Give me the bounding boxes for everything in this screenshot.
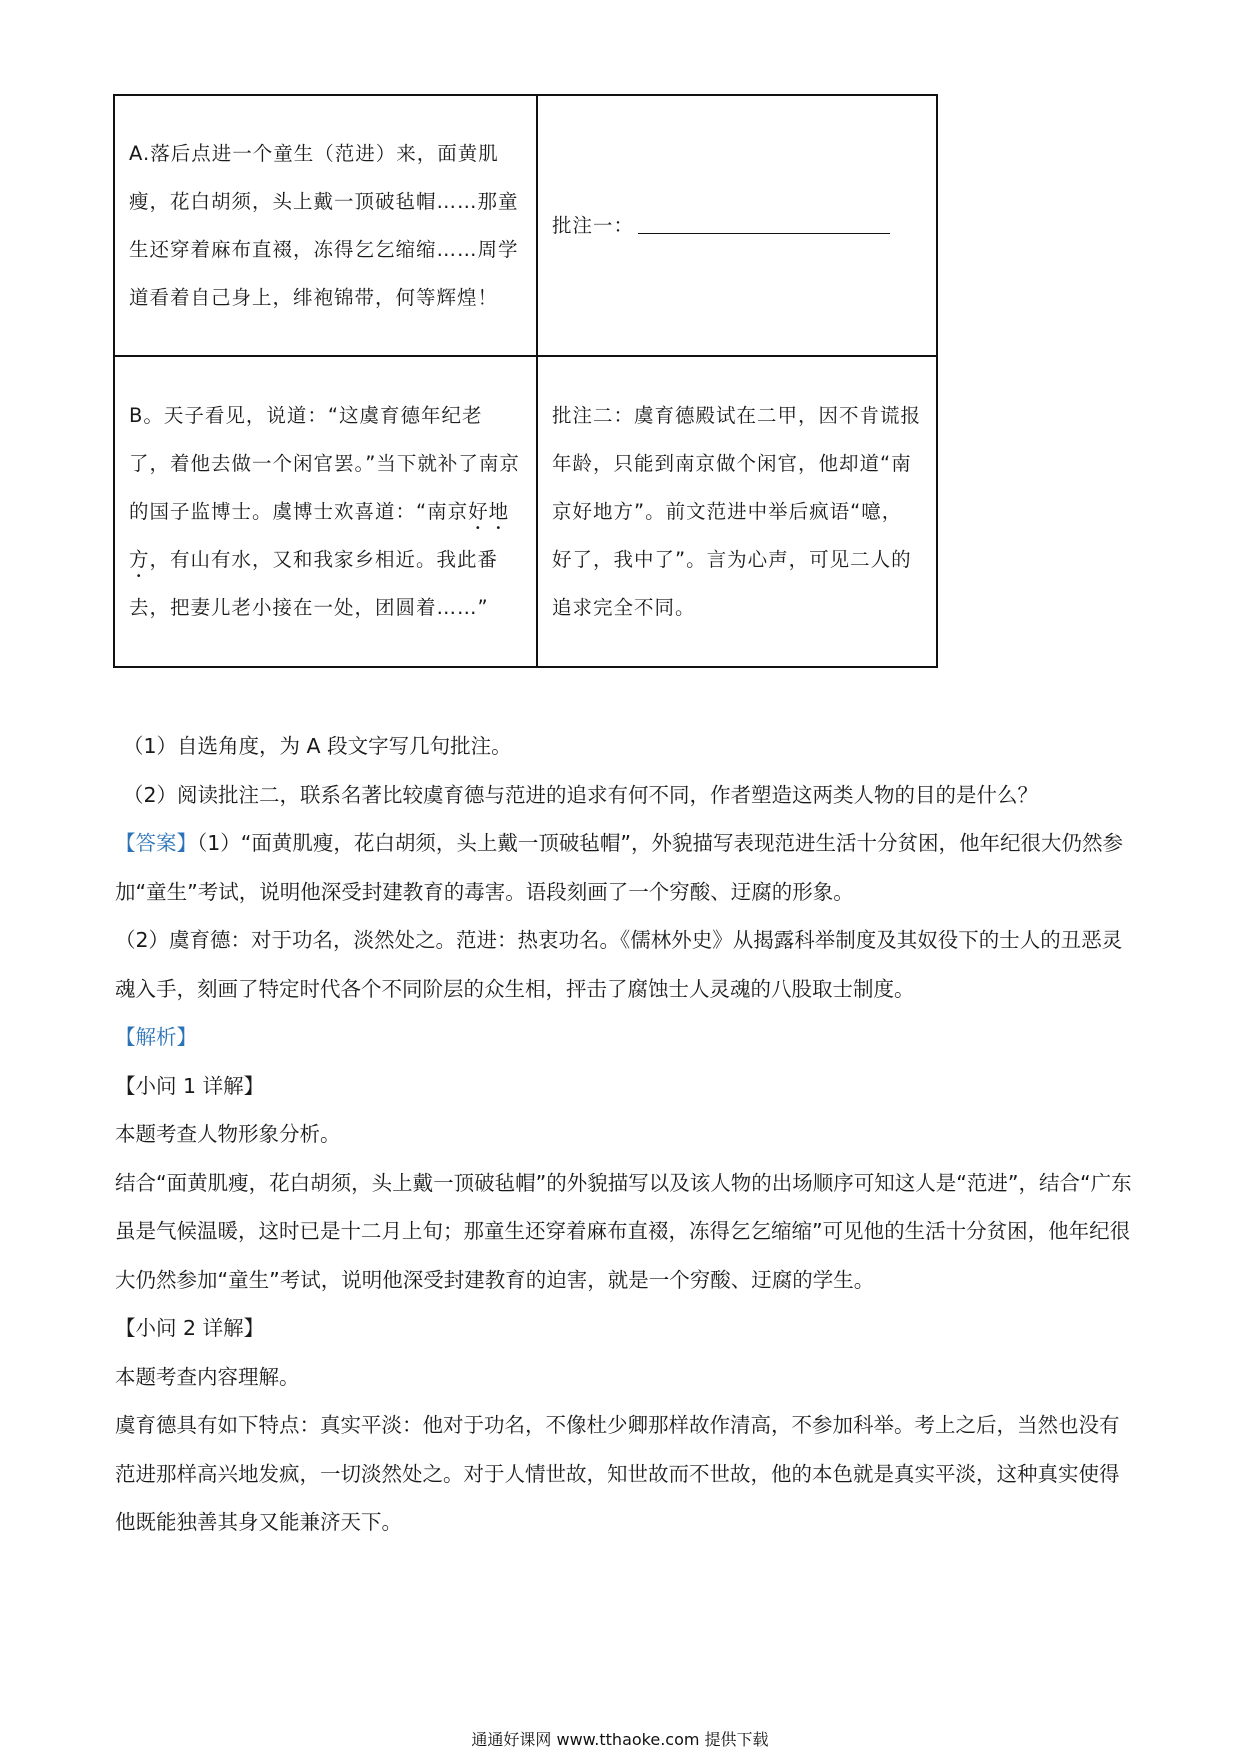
q2-body: 虞育德具有如下特点：真实平淡：他对于功名，不像杜少卿那样故作清高，不参加科举。考上之后，当然也没有范进那样高兴地发疯，一切淡然处之。对于人情世故，知世故而不世故，他的本色就是真实平淡，这种真实使得他既能独善其身又能兼济天下。: [115, 1413, 1120, 1534]
question-2: （2）阅读批注二，联系名著比较虞育德与范进的追求有何不同，作者塑造这两类人物的目的是什么？: [123, 782, 1039, 807]
page-footer: 通通好课网 www.tthaoke.com 提供下载: [471, 1730, 769, 1749]
answer-part-1: [115, 819, 1135, 916]
analysis-label: 【解析】: [115, 1025, 197, 1049]
q1-heading: 【小问 1 详解】: [115, 1073, 265, 1098]
q2-intro: 本题考查内容理解。: [115, 1364, 300, 1389]
q1-intro: 本题考查人物形象分析。: [115, 1122, 341, 1146]
answer-part-1-text: （1）“面黄肌瘦，花白胡须，头上戴一顶破毡帽”，外貌描写表现范进生活十分贫困，他年纪很大仍然参加“童生”考试，说明他深受封建教育的毒害。语段刻画了一个穷酸、迂腐的形象。: [115, 831, 1124, 904]
note-one-blank: [638, 209, 890, 234]
q2-heading: 【小问 2 详解】: [115, 1316, 265, 1340]
answer-part-2: （2）虞育德：对于功名，淡然处之。范进：热衷功名。《儒林外史》从揭露科举制度及其奴役下的士人的丑恶灵魂入手，刻画了特定时代各个不同阶层的众生相，抨击了腐蚀士人灵魂的八股取士制度。: [115, 928, 1123, 1001]
excerpt-a: A.落后点进一个童生（范进）来，面黄肌瘦，花白胡须，头上戴一顶破毡帽……那童生还穿着麻布直裰，冻得乞乞缩缩……周学道看着自己身上，绯袍锦带，何等辉煌！: [114, 95, 537, 356]
note-two: 批注二：虞育德殿试在二甲，因不肯谎报年龄，只能到南京做个闲官，他却道“南京好地方”。前文范进中举后疯语“噫，好了，我中了”。言为心声，可见二人的追求完全不同。: [537, 356, 937, 667]
annotation-table: [113, 94, 938, 668]
question-answer-section: [115, 722, 1135, 1547]
table-row: [114, 95, 937, 356]
table-row: [114, 356, 937, 667]
answer-label: 【答案】: [115, 831, 197, 855]
excerpt-b-after: ，有山有水，又和我家乡相近。我此番去，把妻儿老小接在一处，团圆着……”: [129, 547, 499, 619]
q1-body: 结合“面黄肌瘦，花白胡须，头上戴一顶破毡帽”的外貌描写以及该人物的出场顺序可知这人是“范进”，结合“广东虽是气候温暖，这时已是十二月上旬；那童生还穿着麻布直裰，冻得乞乞缩缩”可见他的生活十分贫困，他年纪很大仍然参加“童生”考试，说明他深受封建教育的迫害，就是一个穷酸、迂腐的学生。: [115, 1170, 1132, 1292]
question-1: （1）自选角度，为 A 段文字写几句批注。: [123, 734, 512, 758]
excerpt-b-before: B。天子看见，说道：“这虞育德年纪老了，着他去做一个闲官罢。”当下就补了南京的国子监博士。虞博士欢喜道：“南京: [129, 403, 520, 523]
note-one-cell: [537, 95, 937, 356]
excerpt-b: [114, 356, 537, 667]
excerpt-b-emphasis: 好地方: [129, 499, 510, 571]
note-one-label: 批注一：: [552, 213, 635, 237]
